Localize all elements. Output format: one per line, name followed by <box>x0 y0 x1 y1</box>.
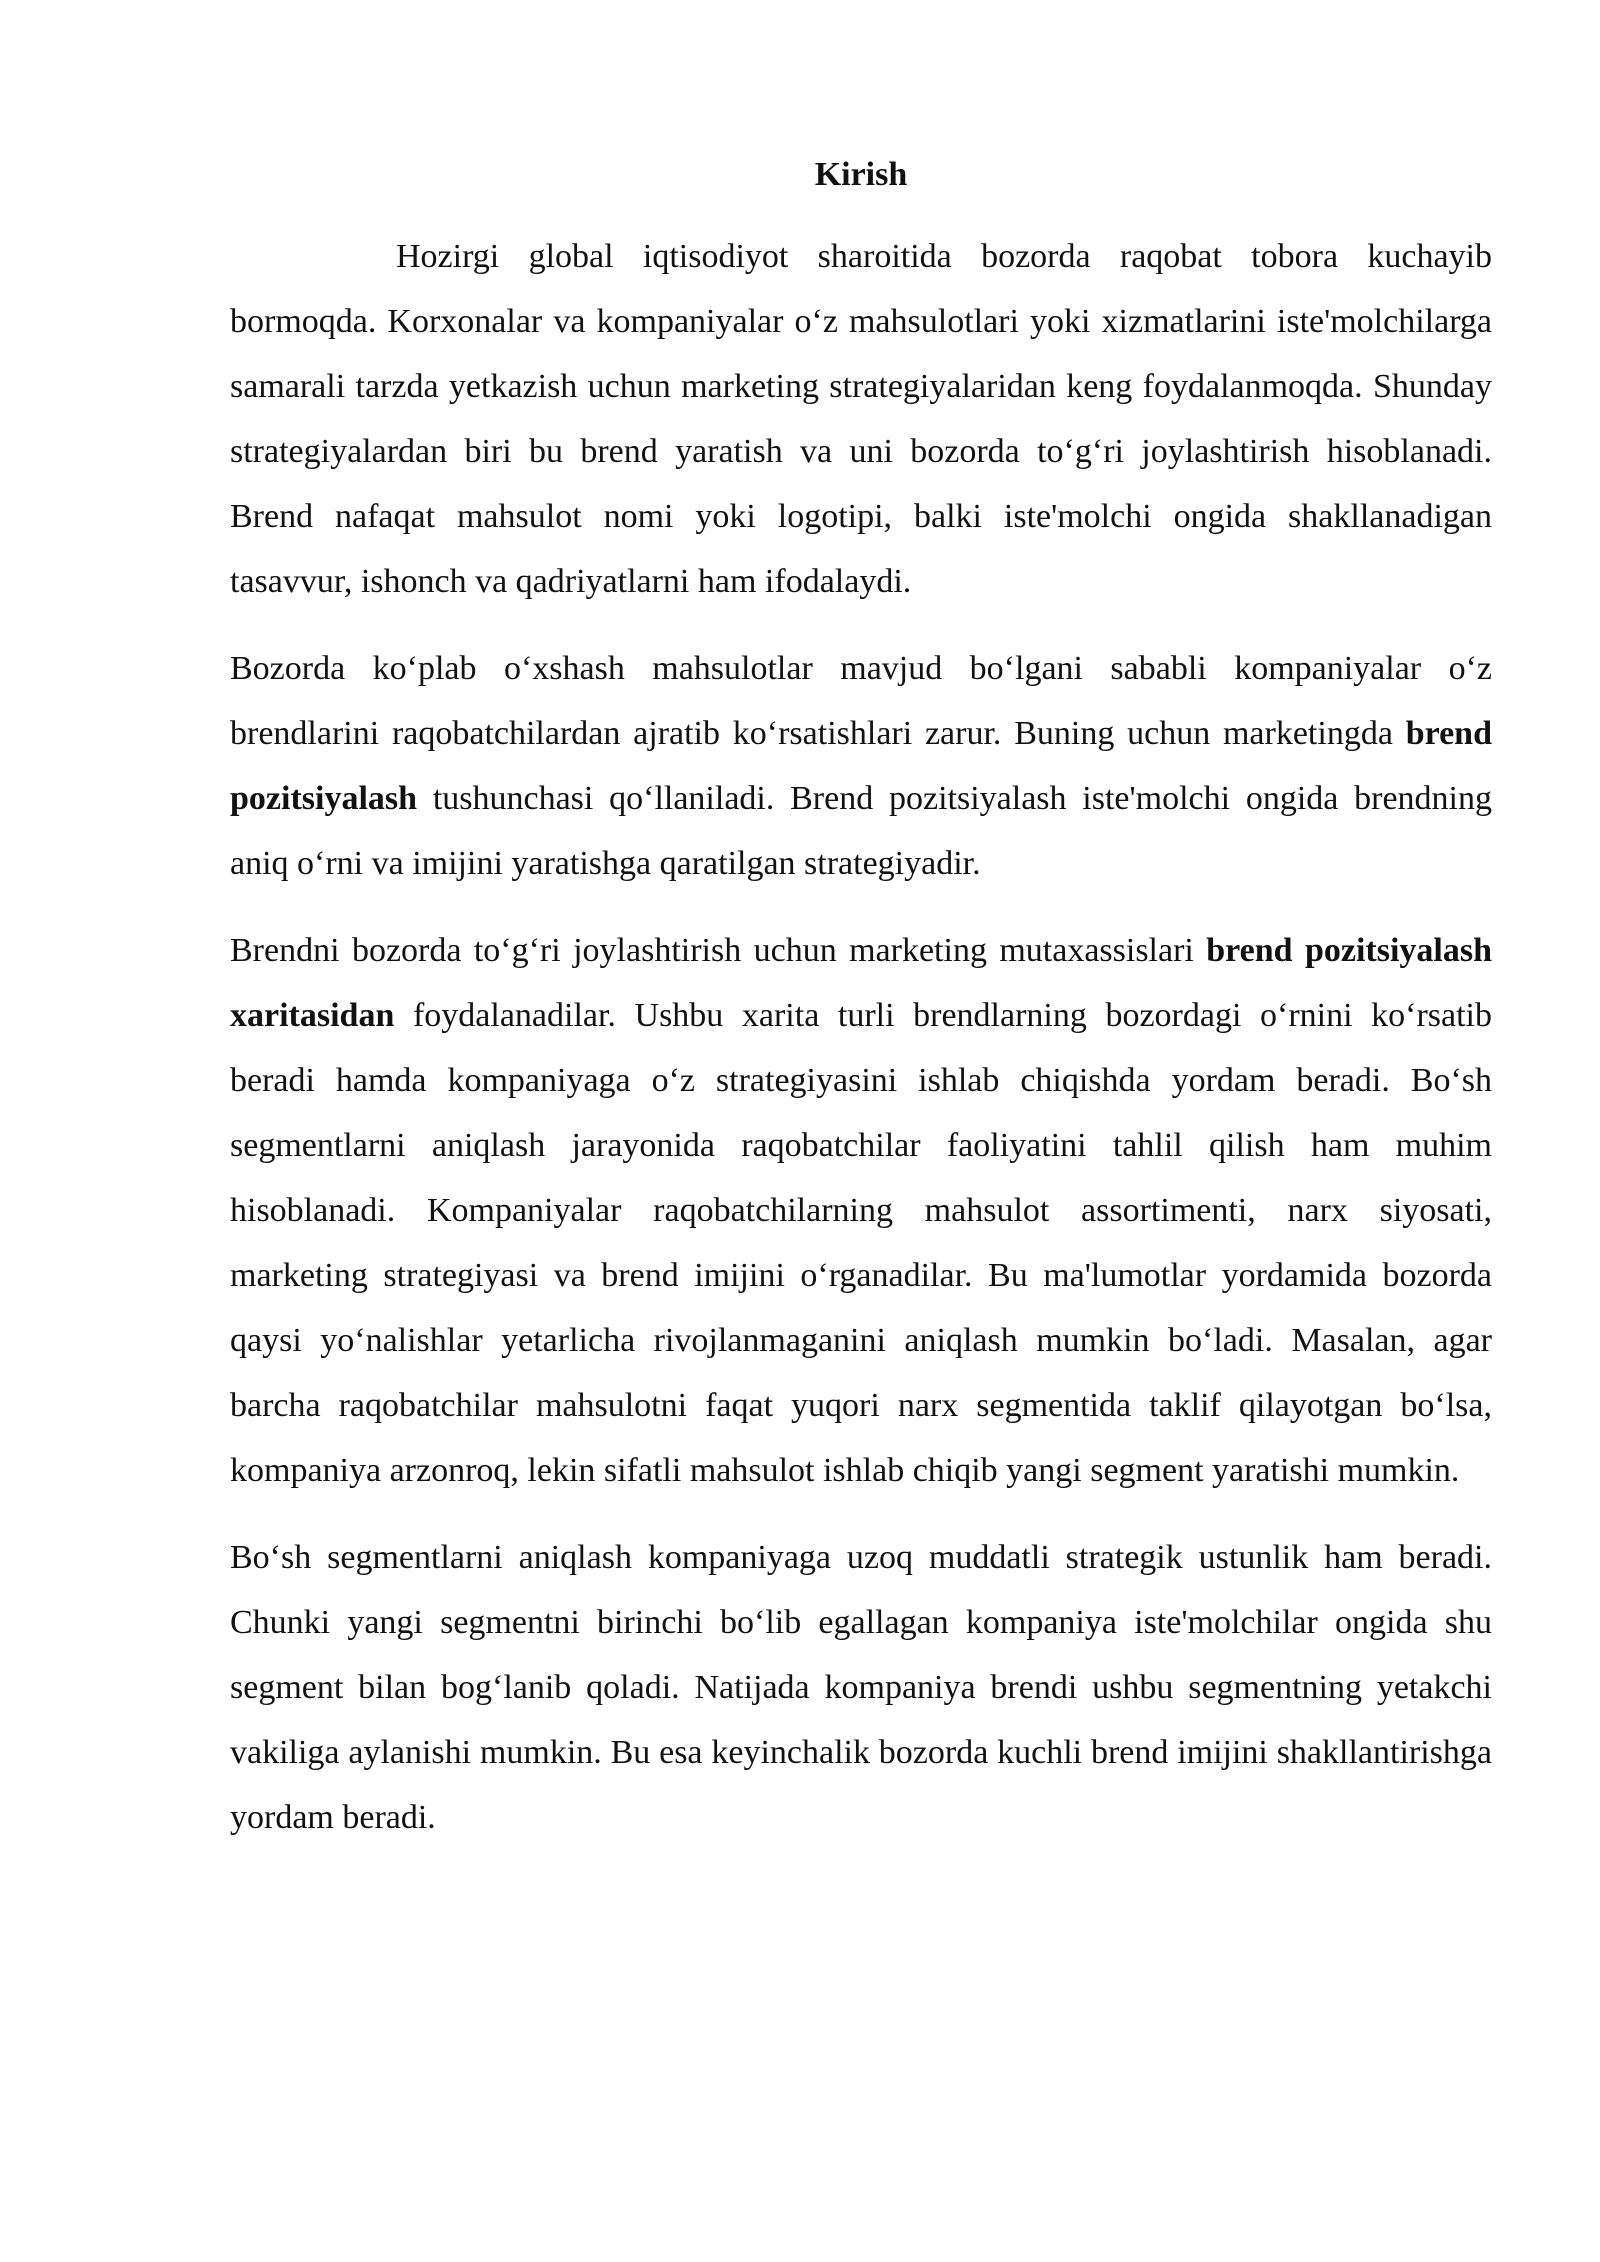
paragraph-brand-positioning <box>230 636 1492 896</box>
paragraph-intro: Hozirgi global iqtisodiyot sharoitida bozorda raqobat tobora kuchayib bormoqda. Korxonalar va kompaniyalar o‘z mahsulotlari yoki xizmatlarini iste'molchilarga samarali tarzda yetkazish uchun marketing strategiyalaridan keng foydalanmoqda. Shunday strategiyalardan biri bu brend yaratish va uni bozorda to‘g‘ri joylashtirish hisoblanadi. Brend nafaqat mahsulot nomi yoki logotipi, balki iste'molchi ongida shakllanadigan tasavvur, ishonch va qadriyatlarni ham ifodalaydi. <box>230 238 1492 600</box>
document-body <box>230 148 1492 1872</box>
page-title: Kirish <box>814 156 908 193</box>
paragraph-empty-segments: Bo‘sh segmentlarni aniqlash kompaniyaga uzoq muddatli strategik ustunlik ham beradi. Chunki yangi segmentni birinchi bo‘lib egallagan kompaniya iste'molchilar ongida shu segment bilan bog‘lanib qoladi. Natijada kompaniya brendi ushbu segmentning yetakchi vakiliga aylanishi mumkin. Bu esa keyinchalik bozorda kuchli brend imijini shakllantirishga yordam beradi. <box>230 1539 1492 1836</box>
paragraph-text: foydalanadilar. Ushbu xarita turli brendlarning bozordagi o‘rnini ko‘rsatib beradi hamda kompaniyaga o‘z strategiyasini ishlab chiqishda yordam beradi. Bo‘sh segmentlarni aniqlash jarayonida raqobatchilar faoliyatini tahlil qilish ham muhim hisoblanadi. Kompaniyalar raqobatchilarning mahsulot assortimenti, narx siyosati, marketing strategiyasi va brend imijini o‘rganadilar. Bu ma'lumotlar yordamida bozorda qaysi yo‘nalishlar yetarlicha rivojlanmaganini aniqlash mumkin bo‘ladi. Masalan, agar barcha raqobatchilar mahsulotni faqat yuqori narx segmentida taklif qilayotgan bo‘lsa, kompaniya arzonroq, lekin sifatli mahsulot ishlab chiqib yangi segment yaratishi mumkin. <box>230 997 1492 1489</box>
bold-term: brend pozitsiyalash <box>230 715 1492 817</box>
paragraph-text: Brendni bozorda to‘g‘ri joylashtirish uchun marketing mutaxassislari <box>230 932 1207 969</box>
paragraph-text: Bozorda ko‘plab o‘xshash mahsulotlar mavjud bo‘lgani sababli kompaniyalar o‘z brendlarini raqobatchilardan ajratib ko‘rsatishlari zarur. Buning uchun marketingda <box>230 650 1492 752</box>
bold-term: brend pozitsiyalash xaritasidan <box>230 932 1492 1034</box>
paragraph-positioning-map <box>230 918 1492 1503</box>
paragraph-text: tushunchasi qo‘llaniladi. Brend pozitsiyalash iste'molchi ongida brendning aniq o‘rni va imijini yaratishga qaratilgan strategiyadir. <box>230 780 1492 882</box>
